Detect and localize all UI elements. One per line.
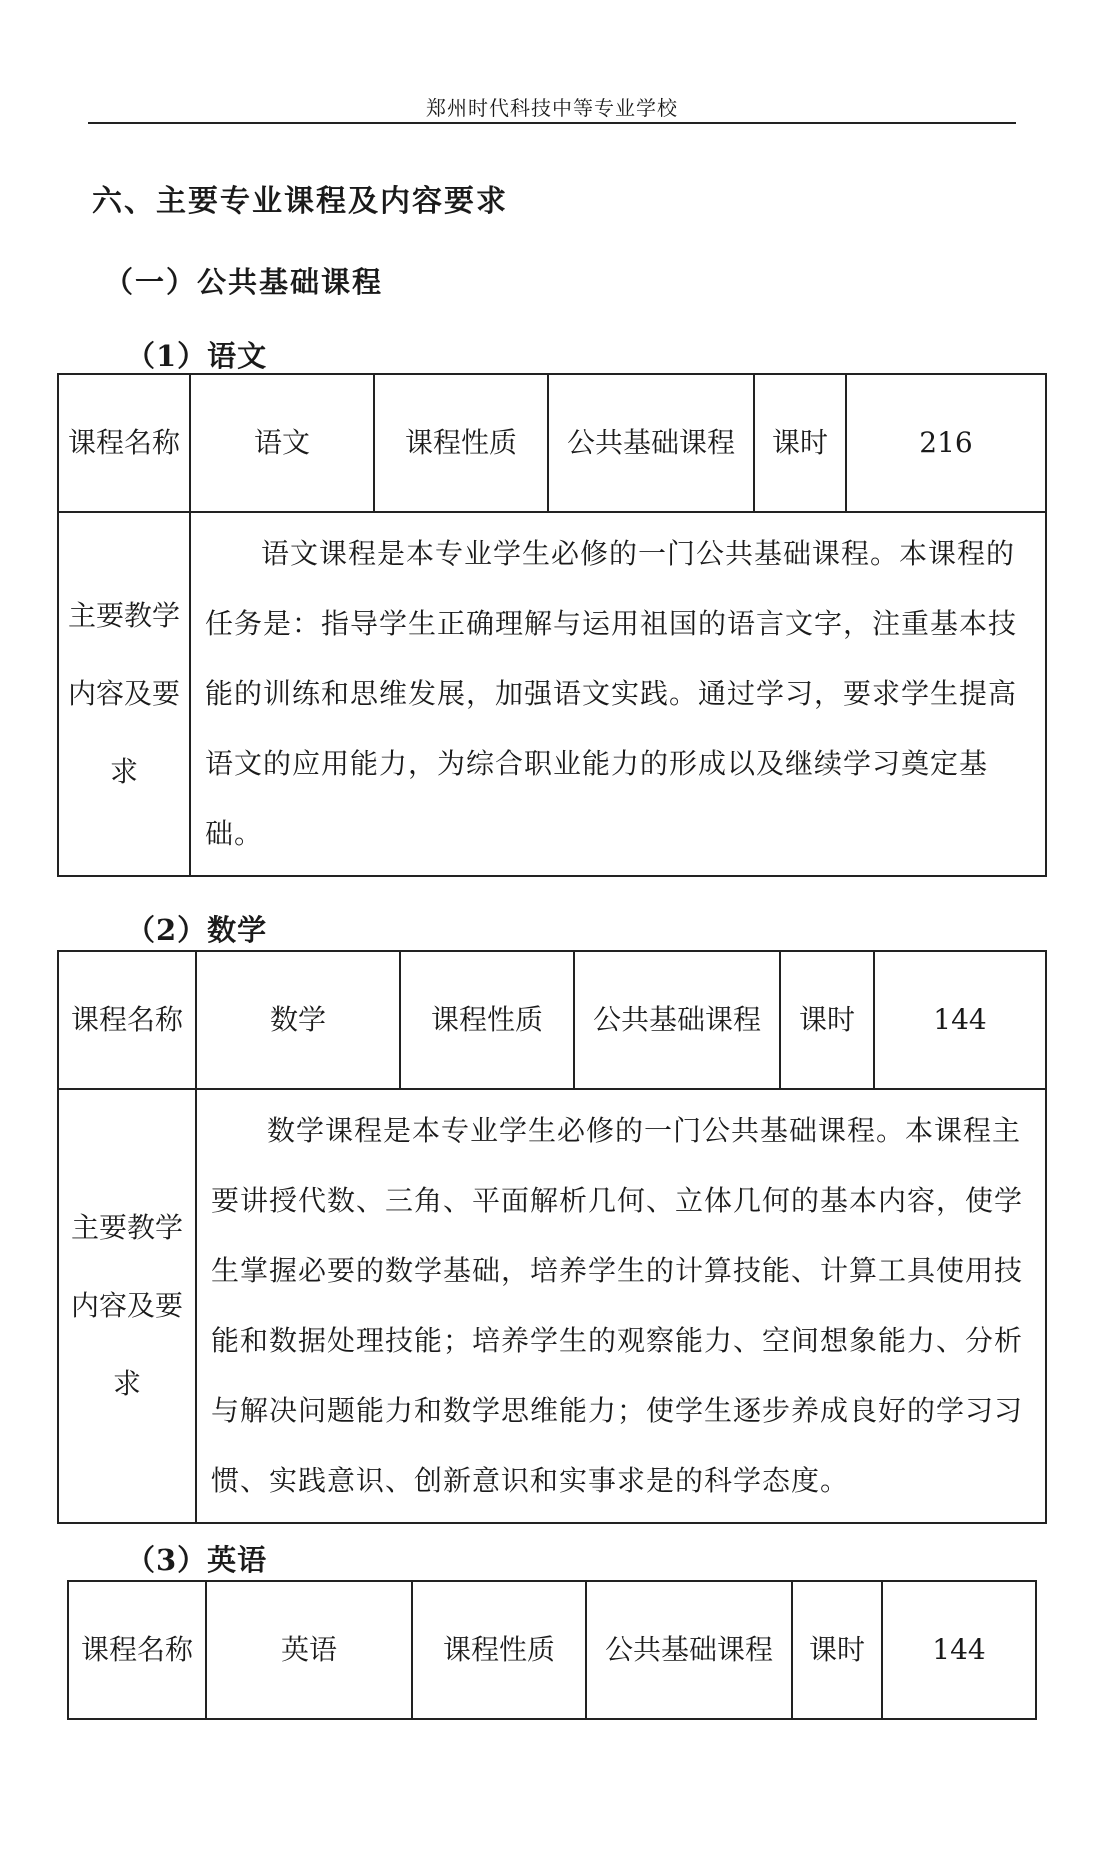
- course-heading-math: （2）数学: [126, 913, 268, 947]
- course-heading-chinese: （1）语文: [126, 339, 268, 373]
- course-nature-value: 公共基础课程: [574, 951, 780, 1089]
- course-name-label: 课程名称: [58, 374, 190, 512]
- course-name-label: 课程名称: [68, 1581, 206, 1719]
- section-title: 六、主要专业课程及内容要求: [92, 184, 508, 219]
- course-description: [190, 512, 1046, 876]
- course-name-value: 数学: [196, 951, 400, 1089]
- course-nature-label: 课程性质: [374, 374, 548, 512]
- course-nature-label: 课程性质: [412, 1581, 586, 1719]
- course-nature-label: 课程性质: [400, 951, 574, 1089]
- course-nature-value: 公共基础课程: [548, 374, 754, 512]
- course-table-math: [57, 950, 1047, 1524]
- course-nature-value: 公共基础课程: [586, 1581, 792, 1719]
- course-description-text: 数学课程是本专业学生必修的一门公共基础课程。本课程主要讲授代数、三角、平面解析几何、立体几何的基本内容，使学生掌握必要的数学基础，培养学生的计算技能、计算工具使用技能和数据处理技能；培养学生的观察能力、空间想象能力、分析与解决问题能力和数学思维能力；使学生逐步养成良好的学习习惯、实践意识、创新意识和实事求是的科学态度。: [211, 1114, 1024, 1497]
- course-description-text: 语文课程是本专业学生必修的一门公共基础课程。本课程的任务是：指导学生正确理解与运用祖国的语言文字，注重基本技能的训练和思维发展，加强语文实践。通过学习，要求学生提高语文的应用能力，为综合职业能力的形成以及继续学习奠定基础。: [205, 537, 1018, 850]
- course-hours-label: 课时: [754, 374, 846, 512]
- course-hours-label: 课时: [780, 951, 874, 1089]
- course-table-english: [67, 1580, 1037, 1720]
- course-description: [196, 1089, 1046, 1523]
- course-name-label: 课程名称: [58, 951, 196, 1089]
- page-header-school: 郑州时代科技中等专业学校: [426, 96, 678, 120]
- course-hours-value: 144: [882, 1581, 1036, 1719]
- course-hours-value: 216: [846, 374, 1046, 512]
- course-heading-english: （3）英语: [126, 1543, 268, 1577]
- course-content-label: 主要教学内容及要求: [58, 512, 190, 876]
- course-name-value: 语文: [190, 374, 374, 512]
- header-divider: [88, 122, 1016, 124]
- course-name-value: 英语: [206, 1581, 412, 1719]
- course-table-chinese: [57, 373, 1047, 877]
- course-hours-label: 课时: [792, 1581, 882, 1719]
- course-hours-value: 144: [874, 951, 1046, 1089]
- subsection-title: （一）公共基础课程: [104, 265, 384, 299]
- course-content-label: 主要教学内容及要求: [58, 1089, 196, 1523]
